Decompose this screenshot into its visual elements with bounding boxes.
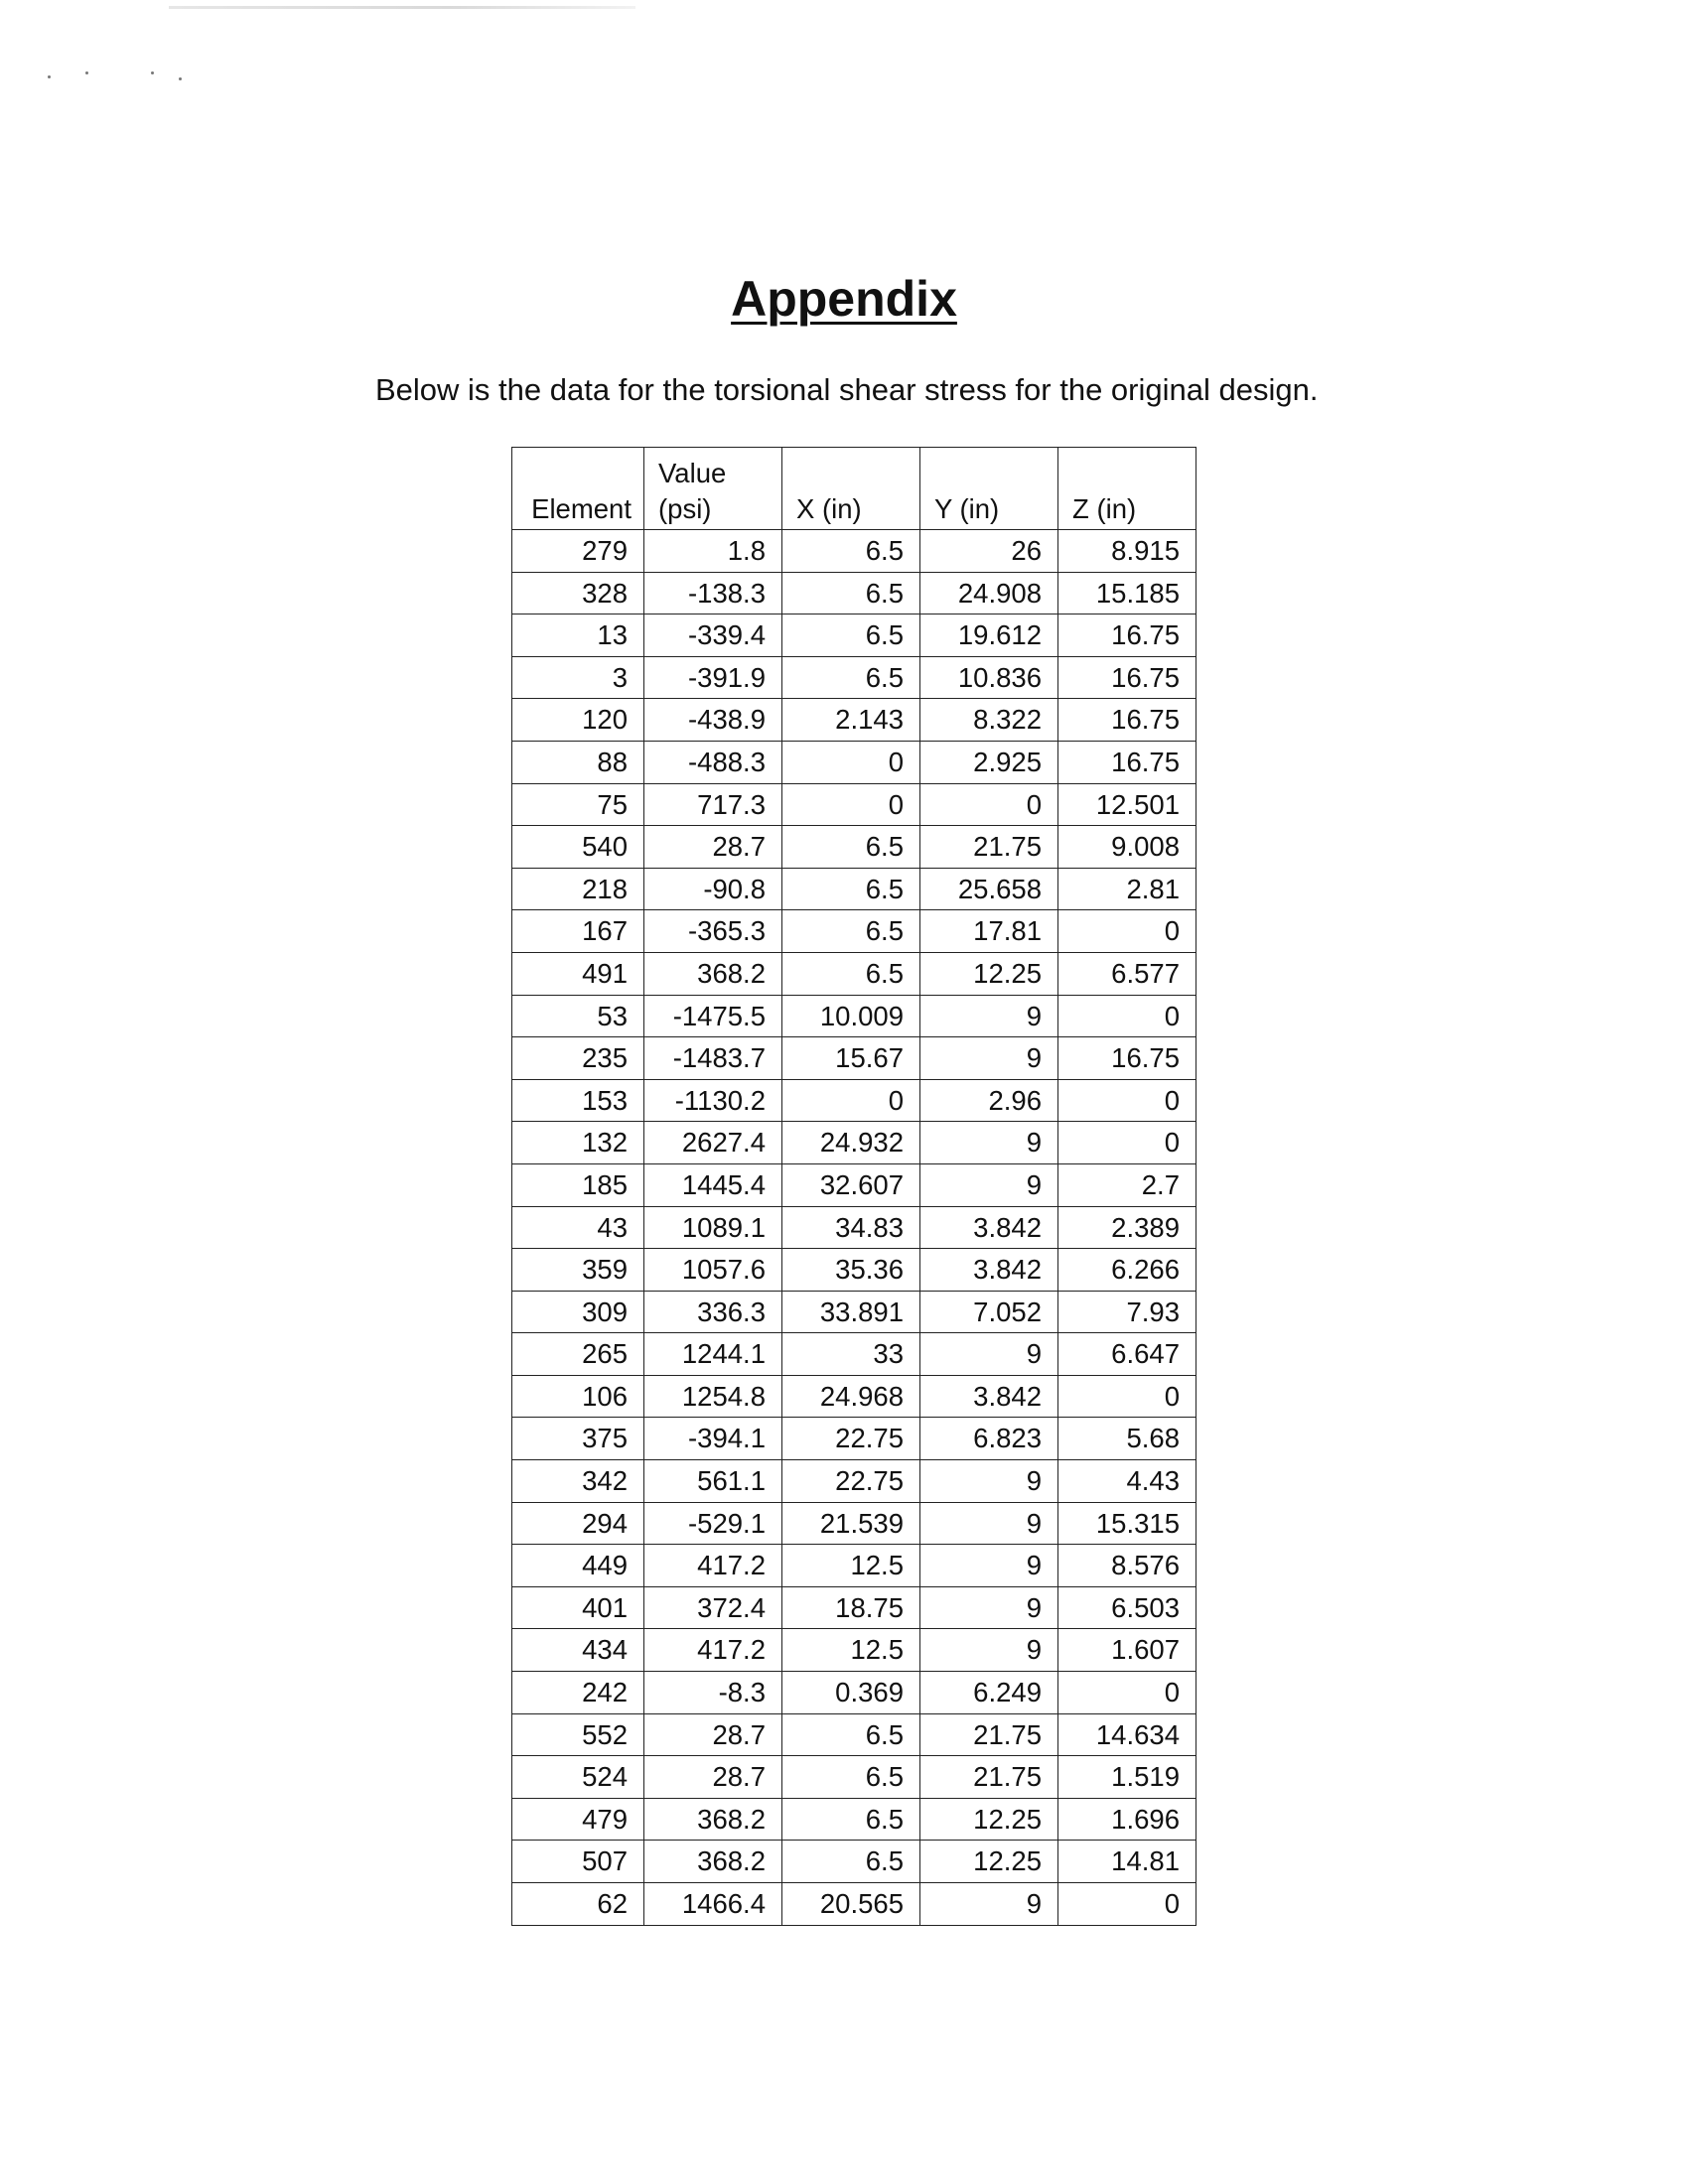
- cell-x: 6.5: [782, 1841, 920, 1883]
- cell-y: 12.25: [920, 1798, 1058, 1841]
- cell-y: 9: [920, 1586, 1058, 1629]
- cell-z: 16.75: [1058, 1037, 1196, 1080]
- cell-x: 6.5: [782, 656, 920, 699]
- header-value-label: Value (psi): [658, 458, 727, 524]
- cell-z: 6.266: [1058, 1249, 1196, 1292]
- cell-x: 32.607: [782, 1163, 920, 1206]
- cell-value: -1483.7: [644, 1037, 782, 1080]
- table-row: [512, 1460, 1196, 1503]
- cell-z: 16.75: [1058, 741, 1196, 783]
- cell-element: 242: [512, 1672, 644, 1714]
- cell-value: 1254.8: [644, 1375, 782, 1418]
- cell-value: -1130.2: [644, 1079, 782, 1122]
- cell-element: 185: [512, 1163, 644, 1206]
- cell-value: -8.3: [644, 1672, 782, 1714]
- table-row: [512, 1756, 1196, 1799]
- cell-z: 2.7: [1058, 1163, 1196, 1206]
- cell-x: 34.83: [782, 1206, 920, 1249]
- cell-value: -438.9: [644, 699, 782, 742]
- cell-element: 309: [512, 1291, 644, 1333]
- cell-z: 7.93: [1058, 1291, 1196, 1333]
- cell-z: 0: [1058, 1079, 1196, 1122]
- cell-element: 552: [512, 1713, 644, 1756]
- cell-value: -529.1: [644, 1502, 782, 1545]
- cell-y: 6.249: [920, 1672, 1058, 1714]
- cell-y: 9: [920, 1037, 1058, 1080]
- cell-y: 9: [920, 1122, 1058, 1164]
- cell-element: 491: [512, 952, 644, 995]
- cell-y: 24.908: [920, 572, 1058, 614]
- cell-x: 33: [782, 1333, 920, 1376]
- cell-y: 9: [920, 1502, 1058, 1545]
- cell-y: 9: [920, 1545, 1058, 1587]
- cell-z: 0: [1058, 995, 1196, 1037]
- cell-y: 9: [920, 1460, 1058, 1503]
- scan-speck: [48, 75, 51, 78]
- page-title: Appendix: [731, 271, 957, 327]
- cell-value: 336.3: [644, 1291, 782, 1333]
- cell-element: 294: [512, 1502, 644, 1545]
- cell-x: 0: [782, 1079, 920, 1122]
- cell-element: 62: [512, 1883, 644, 1926]
- cell-x: 33.891: [782, 1291, 920, 1333]
- table-row: [512, 952, 1196, 995]
- cell-x: 21.539: [782, 1502, 920, 1545]
- cell-element: 265: [512, 1333, 644, 1376]
- table-row: [512, 1502, 1196, 1545]
- cell-value: 1445.4: [644, 1163, 782, 1206]
- cell-x: 10.009: [782, 995, 920, 1037]
- cell-z: 4.43: [1058, 1460, 1196, 1503]
- cell-element: 167: [512, 910, 644, 953]
- cell-x: 6.5: [782, 530, 920, 573]
- cell-element: 3: [512, 656, 644, 699]
- cell-y: 21.75: [920, 1756, 1058, 1799]
- cell-z: 12.501: [1058, 783, 1196, 826]
- cell-y: 6.823: [920, 1418, 1058, 1460]
- cell-value: 717.3: [644, 783, 782, 826]
- cell-y: 19.612: [920, 614, 1058, 657]
- cell-element: 328: [512, 572, 644, 614]
- cell-x: 6.5: [782, 1713, 920, 1756]
- cell-value: 1244.1: [644, 1333, 782, 1376]
- table-row: [512, 572, 1196, 614]
- cell-value: -365.3: [644, 910, 782, 953]
- table-row: [512, 1545, 1196, 1587]
- table-row: [512, 656, 1196, 699]
- cell-value: -90.8: [644, 868, 782, 910]
- table-row: [512, 1122, 1196, 1164]
- cell-element: 507: [512, 1841, 644, 1883]
- cell-element: 43: [512, 1206, 644, 1249]
- cell-y: 9: [920, 1629, 1058, 1672]
- cell-z: 0: [1058, 1672, 1196, 1714]
- table-row: [512, 699, 1196, 742]
- table-row: [512, 1883, 1196, 1926]
- cell-element: 235: [512, 1037, 644, 1080]
- table-row: [512, 1672, 1196, 1714]
- table-body: [512, 530, 1196, 1926]
- cell-x: 0: [782, 783, 920, 826]
- cell-value: -488.3: [644, 741, 782, 783]
- cell-z: 14.81: [1058, 1841, 1196, 1883]
- cell-x: 24.968: [782, 1375, 920, 1418]
- cell-value: 368.2: [644, 1798, 782, 1841]
- cell-x: 6.5: [782, 826, 920, 869]
- intro-text: Below is the data for the torsional shear stress for the original design.: [375, 372, 1319, 407]
- cell-element: 359: [512, 1249, 644, 1292]
- cell-element: 342: [512, 1460, 644, 1503]
- cell-value: -138.3: [644, 572, 782, 614]
- cell-y: 3.842: [920, 1375, 1058, 1418]
- cell-x: 2.143: [782, 699, 920, 742]
- cell-y: 9: [920, 1883, 1058, 1926]
- cell-z: 6.647: [1058, 1333, 1196, 1376]
- cell-y: 3.842: [920, 1249, 1058, 1292]
- cell-x: 12.5: [782, 1629, 920, 1672]
- cell-element: 449: [512, 1545, 644, 1587]
- cell-y: 9: [920, 1163, 1058, 1206]
- scan-speck: [85, 71, 88, 74]
- cell-z: 2.81: [1058, 868, 1196, 910]
- cell-y: 0: [920, 783, 1058, 826]
- cell-x: 0: [782, 741, 920, 783]
- cell-element: 120: [512, 699, 644, 742]
- table-row: [512, 530, 1196, 573]
- cell-element: 75: [512, 783, 644, 826]
- cell-z: 8.915: [1058, 530, 1196, 573]
- header-z: Z (in): [1058, 448, 1196, 530]
- cell-x: 20.565: [782, 1883, 920, 1926]
- cell-x: 22.75: [782, 1460, 920, 1503]
- cell-value: -1475.5: [644, 995, 782, 1037]
- table-row: [512, 1713, 1196, 1756]
- table-row: [512, 1841, 1196, 1883]
- cell-x: 6.5: [782, 1756, 920, 1799]
- cell-element: 53: [512, 995, 644, 1037]
- cell-z: 5.68: [1058, 1418, 1196, 1460]
- table-row: [512, 1079, 1196, 1122]
- cell-x: 22.75: [782, 1418, 920, 1460]
- header-x: X (in): [782, 448, 920, 530]
- cell-element: 218: [512, 868, 644, 910]
- cell-z: 6.577: [1058, 952, 1196, 995]
- cell-z: 0: [1058, 1122, 1196, 1164]
- table-row: [512, 1586, 1196, 1629]
- cell-element: 106: [512, 1375, 644, 1418]
- cell-value: 1.8: [644, 530, 782, 573]
- cell-value: 368.2: [644, 1841, 782, 1883]
- cell-y: 2.96: [920, 1079, 1058, 1122]
- cell-value: 417.2: [644, 1545, 782, 1587]
- cell-element: 479: [512, 1798, 644, 1841]
- header-value: [644, 448, 782, 530]
- cell-value: 368.2: [644, 952, 782, 995]
- cell-x: 6.5: [782, 572, 920, 614]
- cell-element: 132: [512, 1122, 644, 1164]
- header-y: Y (in): [920, 448, 1058, 530]
- cell-y: 9: [920, 1333, 1058, 1376]
- cell-x: 12.5: [782, 1545, 920, 1587]
- cell-element: 279: [512, 530, 644, 573]
- cell-y: 17.81: [920, 910, 1058, 953]
- table-row: [512, 1629, 1196, 1672]
- table-row: [512, 826, 1196, 869]
- table-row: [512, 1291, 1196, 1333]
- cell-x: 18.75: [782, 1586, 920, 1629]
- cell-y: 3.842: [920, 1206, 1058, 1249]
- table-row: [512, 995, 1196, 1037]
- cell-y: 8.322: [920, 699, 1058, 742]
- cell-z: 8.576: [1058, 1545, 1196, 1587]
- cell-y: 25.658: [920, 868, 1058, 910]
- cell-x: 6.5: [782, 910, 920, 953]
- cell-z: 2.389: [1058, 1206, 1196, 1249]
- cell-element: 434: [512, 1629, 644, 1672]
- table-row: [512, 1037, 1196, 1080]
- cell-z: 16.75: [1058, 656, 1196, 699]
- cell-x: 35.36: [782, 1249, 920, 1292]
- table-row: [512, 1249, 1196, 1292]
- cell-value: 28.7: [644, 1756, 782, 1799]
- cell-z: 14.634: [1058, 1713, 1196, 1756]
- stress-data-table: [511, 447, 1196, 1926]
- table-row: [512, 614, 1196, 657]
- table-row: [512, 1163, 1196, 1206]
- cell-value: -339.4: [644, 614, 782, 657]
- cell-z: 9.008: [1058, 826, 1196, 869]
- table-row: [512, 1798, 1196, 1841]
- cell-y: 12.25: [920, 1841, 1058, 1883]
- cell-value: -391.9: [644, 656, 782, 699]
- cell-value: 1057.6: [644, 1249, 782, 1292]
- cell-x: 6.5: [782, 868, 920, 910]
- cell-y: 7.052: [920, 1291, 1058, 1333]
- cell-y: 2.925: [920, 741, 1058, 783]
- cell-z: 6.503: [1058, 1586, 1196, 1629]
- cell-z: 0: [1058, 910, 1196, 953]
- table-row: [512, 868, 1196, 910]
- cell-element: 540: [512, 826, 644, 869]
- cell-z: 0: [1058, 1883, 1196, 1926]
- cell-z: 1.607: [1058, 1629, 1196, 1672]
- cell-value: 1089.1: [644, 1206, 782, 1249]
- table-header-row: [512, 448, 1196, 530]
- cell-y: 9: [920, 995, 1058, 1037]
- cell-value: 28.7: [644, 1713, 782, 1756]
- table-row: [512, 1375, 1196, 1418]
- cell-z: 15.315: [1058, 1502, 1196, 1545]
- scan-speck: [179, 77, 182, 80]
- cell-x: 6.5: [782, 1798, 920, 1841]
- cell-y: 21.75: [920, 826, 1058, 869]
- cell-element: 524: [512, 1756, 644, 1799]
- scan-artifact-line: [169, 6, 635, 9]
- cell-y: 10.836: [920, 656, 1058, 699]
- cell-z: 16.75: [1058, 614, 1196, 657]
- cell-element: 13: [512, 614, 644, 657]
- cell-value: 2627.4: [644, 1122, 782, 1164]
- table-row: [512, 1418, 1196, 1460]
- scan-speck: [151, 71, 154, 74]
- cell-element: 401: [512, 1586, 644, 1629]
- cell-x: 0.369: [782, 1672, 920, 1714]
- cell-z: 0: [1058, 1375, 1196, 1418]
- cell-value: 417.2: [644, 1629, 782, 1672]
- table-row: [512, 1333, 1196, 1376]
- cell-value: 1466.4: [644, 1883, 782, 1926]
- cell-z: 16.75: [1058, 699, 1196, 742]
- cell-x: 15.67: [782, 1037, 920, 1080]
- cell-y: 26: [920, 530, 1058, 573]
- cell-value: 372.4: [644, 1586, 782, 1629]
- table-row: [512, 910, 1196, 953]
- table-row: [512, 741, 1196, 783]
- cell-value: 28.7: [644, 826, 782, 869]
- cell-element: 153: [512, 1079, 644, 1122]
- cell-y: 21.75: [920, 1713, 1058, 1756]
- table-row: [512, 1206, 1196, 1249]
- cell-element: 88: [512, 741, 644, 783]
- cell-element: 375: [512, 1418, 644, 1460]
- cell-x: 6.5: [782, 614, 920, 657]
- table-row: [512, 783, 1196, 826]
- cell-x: 24.932: [782, 1122, 920, 1164]
- cell-z: 1.696: [1058, 1798, 1196, 1841]
- cell-z: 1.519: [1058, 1756, 1196, 1799]
- cell-z: 15.185: [1058, 572, 1196, 614]
- cell-value: 561.1: [644, 1460, 782, 1503]
- cell-x: 6.5: [782, 952, 920, 995]
- cell-value: -394.1: [644, 1418, 782, 1460]
- cell-y: 12.25: [920, 952, 1058, 995]
- header-element: Element: [512, 448, 644, 530]
